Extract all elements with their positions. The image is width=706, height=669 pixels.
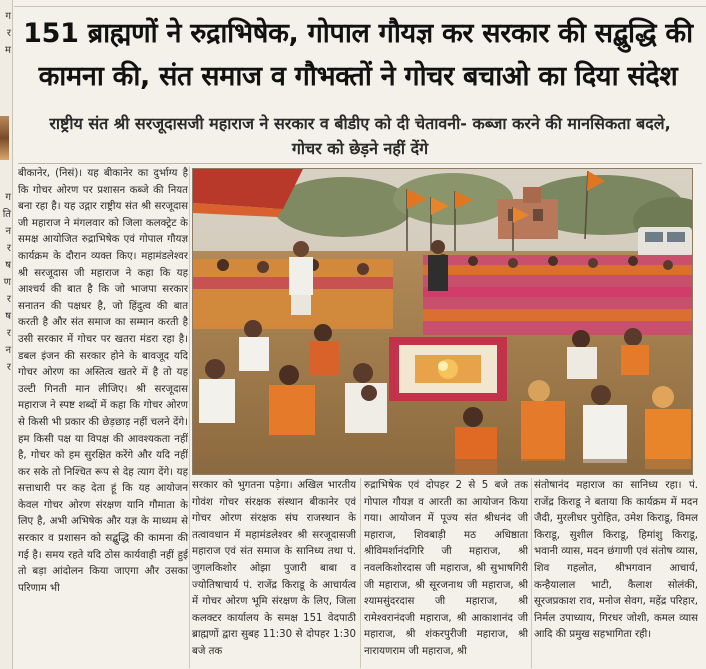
- fragment: ष: [5, 311, 11, 322]
- fragment: र: [6, 362, 11, 373]
- body-text: रुद्राभिषेक एवं दोपहर 2 से 5 बजे तक गोपाल गौयज्ञ व आरती का आयोजन किया गया। आयोजन में पूज्य संत श्रीधनंद जी महाराज, शिवबाड़ी मठ अधिष्ठाता श्रीविमर्शानंदगिरि जी महाराज, श्री नवलकिशोरदास जी महाराज, श्री सुभाषगिरी जी महाराज, श्री सूरजनाथ जी महाराज, श्री श्यामसुंदरदास जी महाराज, श्री रामेश्वरानंदजी महाराज, श्री आकाशानंद जी महाराज, श्री शंकरपुरीजी महाराज, श्री नारायणराम जी महाराज, श्री: [364, 480, 528, 657]
- adjacent-column-strip: [0, 0, 13, 669]
- body-text: संतोषानंद महाराज का सानिध्य रहा। पं. राजेंद्र किराडू ने बताया कि कार्यक्रम में मदन जैदी, मुरलीधर पुरोहित, उमेश किराडू, विमल किराडू, सुशील किराडू, हिमांशु किराडू, भवानी व्यास, मदन छंगाणी एवं संतोष व्यास, शिव गहलोत, श्रीभगवान आचार्य, कन्हैयालाल भाटी, कैलाश सोलंकी, सूरजप्रकाश राव, मनोज सेवग, महेंद्र परिहार, निर्मल उपाध्याय, गिरधर जोशी, कमल व्यास आदि की प्रमुख सहभागिता रही।: [534, 480, 698, 641]
- column-divider: [189, 166, 190, 668]
- fragment: ग: [5, 192, 11, 203]
- headline: 151 ब्राह्मणों ने रुद्राभिषेक, गोपाल गौयज्ञ कर सरकार की सद्बुद्धि की कामना की, संत समाज व गौभक्तों ने गोचर बचाओ का दिया संदेश: [23, 18, 693, 92]
- fragment: र: [6, 243, 11, 254]
- fragment: र: [6, 294, 11, 305]
- body-column-3: [364, 478, 528, 668]
- fragment: र: [6, 328, 11, 339]
- column-divider: [360, 478, 361, 668]
- column-divider: [531, 478, 532, 668]
- fragment: ग: [5, 11, 11, 22]
- event-photo: [192, 168, 693, 475]
- havan-kund: [389, 337, 507, 401]
- fragment: न: [5, 226, 11, 237]
- header-rule: [18, 163, 702, 164]
- fragment: म: [5, 45, 11, 56]
- body-text: सरकार को भुगतना पड़ेगा। अखिल भारतीय गोवंश गोचर संरक्षक संस्थान बीकानेर एवं गोचर ओरण संरक्षक संघ राजस्थान के तत्वावधान में महामंडलेश्वर श्री सरजूदासजी महाराज एवं संत समाज के सानिध्य तथा पं. जुगलकिशोर ओझा पुजारी बाबा व ज्योतिषाचार्य पं. राजेंद्र किराडू के आचार्यत्व में गोचर ओरण भूमि संरक्षण के लिए, जिला कलक्टर कार्यालय के समक्ष 151 वेदपाठी ब्राह्मणों द्वारा सुबह 11:30 से दोपहर 1:30 बजे तक: [192, 480, 356, 657]
- subheadline: राष्ट्रीय संत श्री सरजूदासजी महाराज ने सरकार व बीडीए को दी चेतावनी- कब्जा करने की मानसिकता बदले, गोचर को छेड़ने नहीं देंगे: [49, 114, 671, 158]
- fragment: ति: [2, 209, 11, 220]
- body-column-2: [192, 478, 356, 668]
- event-photo-illustration: [193, 169, 692, 474]
- vehicle: [638, 227, 692, 257]
- fragment: ष: [5, 260, 11, 271]
- body-column-1: [18, 166, 188, 666]
- fragment: न: [5, 345, 11, 356]
- fragment: ण: [3, 277, 11, 288]
- body-text: बीकानेर, (निसं)। यह बीकानेर का दुर्भाग्य है कि गोचर ओरण पर प्रशासन कब्जे की नियत बना रहा है। यह उद्गार राष्ट्रीय संत श्री सरजूदास जी महाराज ने मंगलवार को जिला कलक्ट्रेट के समक्ष आयोजित रुद्राभिषेक एवं गोपाल गौयज्ञ कार्यक्रम के दौरान व्यक्त किए। महामंडलेश्वर श्री सरजूदास जी महाराज ने कहा कि यह आश्चर्य की बात है कि जो भाजपा सरकार सनातन की पक्षधर है, जो हिंदुत्व की बात करती है और संत समाज का सम्मान करती है उसी सरकार में गोचर पर खतरा मंडरा रहा है। डबल इंजन की सरकार होने के बावजूद यदि गोचर ओरण का अस्तित्व खतरे में है तो यह उल्टी गिनती मान लीजिए। श्री सरजूदास महाराज ने स्पष्ट शब्दों में कहा कि गोचर ओरण से किसी भी प्रकार की छेड़छाड़ नहीं चलने देंगे। हम किसी पक्ष या विपक्ष की आवश्यकता नहीं है, गोचर को हम सुरक्षित करेंगे और यदि नहीं कर सके तो निश्चित रूप से देह त्याग देंगे। यह सत्ताधारी पर कह देता हूं कि यह आयोजन केवल गोचर ओरण संरक्षण यानि गौमाता के लिए है, अभी अभिषेक और यज्ञ के माध्यम से सरकार व प्रशासन को सद्बुद्धि की कामना की गई है। समय रहते यदि ठोस कार्यवाही नहीं हुई तो बड़ा आंदोलन किया जाएगा और उसका परिणाम भी: [18, 168, 188, 594]
- adjacent-photo-fragment: [0, 116, 9, 160]
- fragment: र: [6, 28, 11, 39]
- body-column-4: [534, 478, 698, 668]
- crowd-background: [423, 254, 692, 335]
- top-border: [14, 0, 706, 7]
